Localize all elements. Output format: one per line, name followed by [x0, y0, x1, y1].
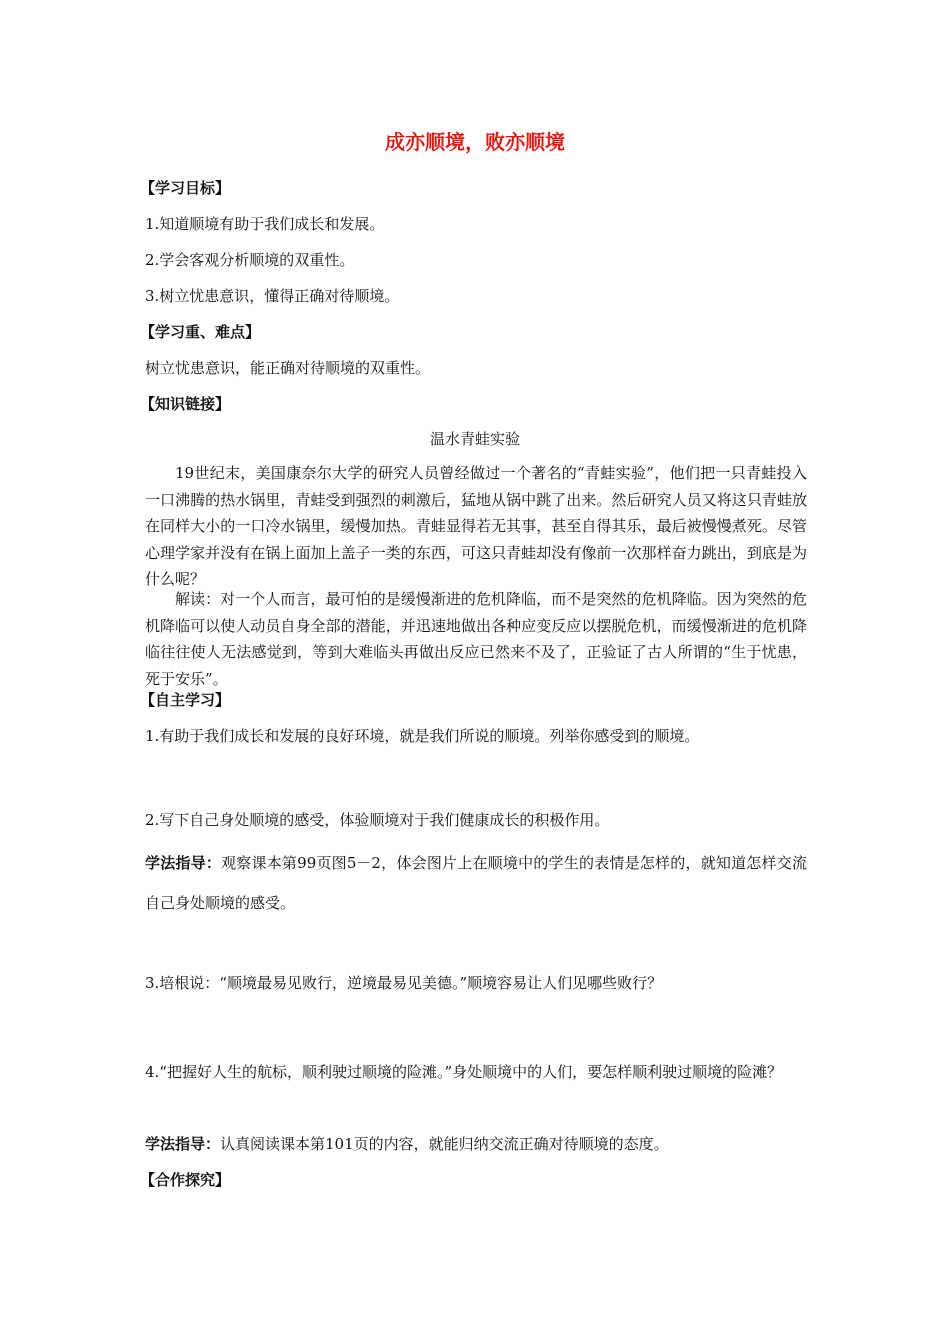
study-tip-2-label: 学法指导：: [145, 1135, 221, 1153]
story-paragraph-2: 解读：对一个人而言，最可怕的是缓慢渐进的危机降临，而不是突然的危机降临。因为突然的危机降临可以使人动员自身全部的潜能，并迅速地做出各种应变反应以摆脱危机，而缓慢渐进的危机降临往往使人无法感觉到，等到大难临头再做出反应已然来不及了，正验证了古人所谓的“生于忧患，死于安乐”。: [145, 590, 807, 688]
study-tip-1-label: 学法指导：: [145, 854, 222, 872]
key-points-heading: 【学习重、难点】: [140, 323, 261, 341]
goal-item-3: 3.树立忧患意识，懂得正确对待顺境。: [145, 287, 400, 305]
goals-heading: 【学习目标】: [140, 179, 231, 197]
question-3: 3.培根说：“顺境最易见败行，逆境最易见美德。”顺境容易让人们见哪些败行？: [145, 974, 663, 992]
page-title: 成亦顺境，败亦顺境: [385, 130, 565, 154]
question-2: 2.写下自己身处顺境的感受，体验顺境对于我们健康成长的积极作用。: [145, 811, 610, 829]
study-tip-1: [145, 843, 807, 923]
knowledge-heading: 【知识链接】: [140, 395, 231, 413]
story-paragraph-1: 19世纪末，美国康奈尔大学的研究人员曾经做过一个著名的“青蛙实验”，他们把一只青蛙投入一口沸腾的热水锅里，青蛙受到强烈的刺激后，猛地从锅中跳了出来。然后研究人员又将这只青蛙放在同样大小的一口冷水锅里，缓慢加热。青蛙显得若无其事，甚至自得其乐，最后被慢慢煮死。尽管心理学家并没有在锅上面加上盖子一类的东西，可这只青蛙却没有像前一次那样奋力跳出，到底是为什么呢？: [145, 464, 807, 588]
goal-item-2: 2.学会客观分析顺境的双重性。: [145, 251, 355, 269]
question-1: 1.有助于我们成长和发展的良好环境，就是我们所说的顺境。列举你感受到的顺境。: [145, 727, 700, 745]
story-title: 温水青蛙实验: [429, 430, 520, 448]
goal-item-1: 1.知道顺境有助于我们成长和发展。: [145, 215, 385, 233]
study-tip-1-text: 观察课本第99页图5－2，体会图片上在顺境中的学生的表情是怎样的，就知道怎样交流自己身处顺境的感受。: [145, 854, 807, 912]
question-4: 4.“把握好人生的航标，顺利驶过顺境的险滩。”身处顺境中的人们，要怎样顺利驶过顺境的险滩？: [145, 1063, 783, 1081]
study-tip-2: [145, 1134, 669, 1154]
study-tip-2-text: 认真阅读课本第101页的内容，就能归纳交流正确对待顺境的态度。: [220, 1135, 669, 1153]
cooperate-heading: 【合作探究】: [140, 1171, 231, 1189]
key-points-text: 树立忧患意识，能正确对待顺境的双重性。: [145, 359, 431, 377]
self-study-heading: 【自主学习】: [140, 691, 231, 709]
